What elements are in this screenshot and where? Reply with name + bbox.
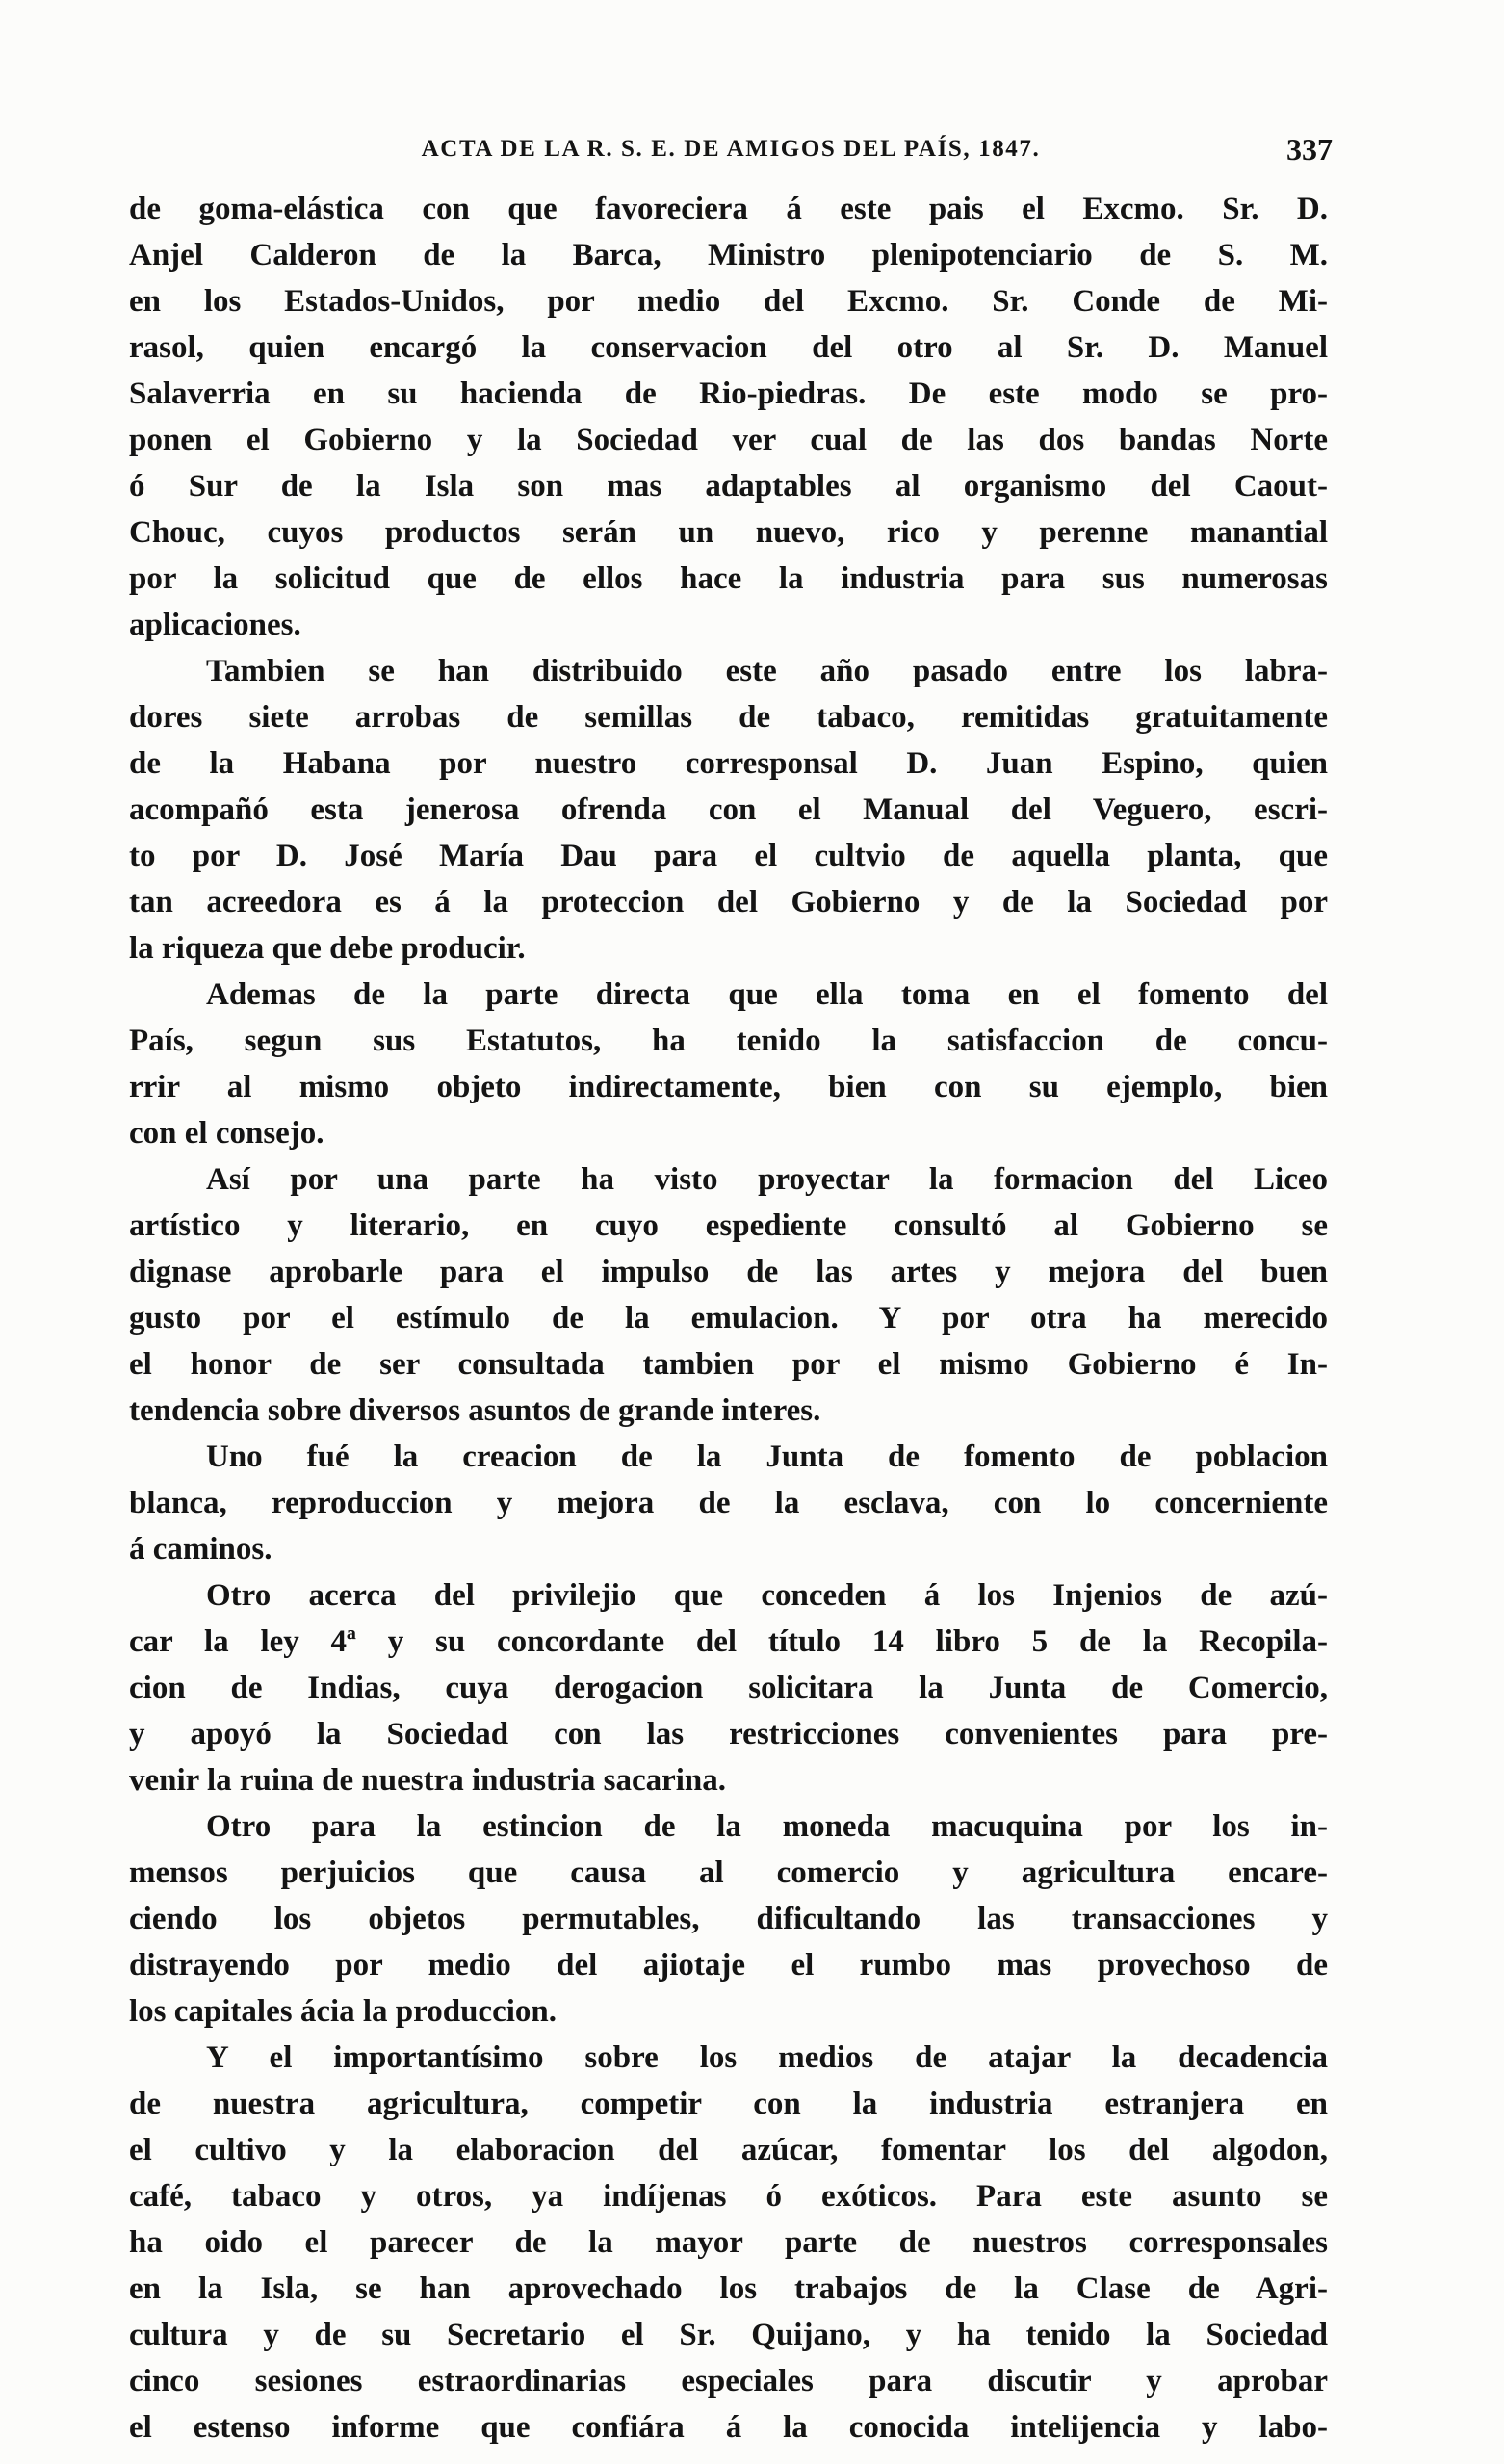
text-line: rrir al mismo objeto indirectamente, bien con su ejemplo, bien (129, 1070, 1328, 1104)
text-line: País, segun sus Estatutos, ha tenido la satisfaccion de concu- (129, 1024, 1328, 1058)
text-line: gusto por el estímulo de la emulacion. Y por otra ha merecido (129, 1301, 1328, 1336)
running-title: ACTA DE LA R. S. E. DE AMIGOS DEL PAÍS, 1847. (421, 136, 1041, 162)
text-line: Otro para la estincion de la moneda macuquina por los in- (206, 1809, 1328, 1844)
paragraph (129, 1572, 1328, 1803)
running-header (129, 128, 1333, 170)
paragraph (129, 2035, 1328, 2451)
text-line: y apoyó la Sociedad con las restricciones convenientes para pre- (129, 1717, 1328, 1751)
text-line: acompañó esta jenerosa ofrenda con el Manual del Veguero, escri- (129, 792, 1328, 827)
text-line: con el consejo. (129, 1116, 324, 1151)
text-line: Así por una parte ha visto proyectar la formacion del Liceo (206, 1162, 1328, 1197)
paragraph (129, 972, 1328, 1156)
text-line: el estenso informe que confiára á la conocida intelijencia y labo- (129, 2410, 1328, 2445)
text-line: el cultivo y la elaboracion del azúcar, fomentar los del algodon, (129, 2133, 1328, 2167)
text-line: á caminos. (129, 1532, 272, 1567)
text-line: car la ley 4ª y su concordante del título 14 libro 5 de la Recopila- (129, 1624, 1328, 1659)
text-line: Uno fué la creacion de la Junta de fomento de poblacion (206, 1439, 1328, 1474)
text-line: de goma-elástica con que favoreciera á este pais el Excmo. Sr. D. (129, 192, 1328, 226)
text-line: blanca, reproduccion y mejora de la esclava, con lo concerniente (129, 1486, 1328, 1520)
paragraph (129, 1434, 1328, 1572)
paragraph (129, 1803, 1328, 2035)
text-line: rasol, quien encargó la conservacion del otro al Sr. D. Manuel (129, 330, 1328, 365)
text-line: los capitales ácia la produccion. (129, 1994, 557, 2029)
text-line: venir la ruina de nuestra industria sacarina. (129, 1763, 727, 1798)
text-line: Y el importantísimo sobre los medios de atajar la decadencia (206, 2040, 1328, 2075)
text-line: cultura y de su Secretario el Sr. Quijano, y ha tenido la Sociedad (129, 2318, 1328, 2352)
paragraph (129, 1156, 1328, 1434)
text-line: distrayendo por medio del ajiotaje el rumbo mas provechoso de (129, 1948, 1328, 1983)
text-line: tendencia sobre diversos asuntos de grande interes. (129, 1393, 821, 1428)
page-number: 337 (1286, 132, 1333, 167)
text-line: ó Sur de la Isla son mas adaptables al organismo del Caout- (129, 469, 1328, 504)
text-line: café, tabaco y otros, ya indíjenas ó exóticos. Para este asunto se (129, 2179, 1328, 2214)
text-line: tan acreedora es á la proteccion del Gobierno y de la Sociedad por (129, 885, 1328, 920)
text-line: artístico y literario, en cuyo espediente consultó al Gobierno se (129, 1208, 1328, 1243)
text-line: el honor de ser consultada tambien por el mismo Gobierno é In- (129, 1347, 1328, 1382)
text-line: Tambien se han distribuido este año pasado entre los labra- (206, 654, 1328, 688)
text-line: ha oido el parecer de la mayor parte de nuestros corresponsales (129, 2225, 1328, 2260)
text-line: de la Habana por nuestro corresponsal D. Juan Espino, quien (129, 746, 1328, 781)
text-line: la riqueza que debe producir. (129, 931, 526, 966)
text-line: dignase aprobarle para el impulso de las artes y mejora del buen (129, 1255, 1328, 1289)
text-line: Anjel Calderon de la Barca, Ministro plenipotenciario de S. M. (129, 238, 1328, 272)
text-line: to por D. José María Dau para el cultvio de aquella planta, que (129, 839, 1328, 873)
text-line: mensos perjuicios que causa al comercio y agricultura encare- (129, 1855, 1328, 1890)
text-line: Chouc, cuyos productos serán un nuevo, rico y perenne manantial (129, 515, 1328, 550)
text-line: cion de Indias, cuya derogacion solicitara la Junta de Comercio, (129, 1671, 1328, 1705)
text-line: dores siete arrobas de semillas de tabaco, remitidas gratuitamente (129, 700, 1328, 735)
text-line: Ademas de la parte directa que ella toma en el fomento del (206, 977, 1328, 1012)
paragraph (129, 648, 1328, 972)
text-line: ciendo los objetos permutables, dificultando las transacciones y (129, 1902, 1328, 1936)
text-line: cinco sesiones estraordinarias especiales para discutir y aprobar (129, 2364, 1328, 2399)
paragraph (129, 186, 1328, 648)
text-line: aplicaciones. (129, 608, 301, 642)
text-line: en los Estados-Unidos, por medio del Excmo. Sr. Conde de Mi- (129, 284, 1328, 319)
text-line: por la solicitud que de ellos hace la industria para sus numerosas (129, 561, 1328, 596)
text-line: Otro acerca del privilejio que conceden á los Injenios de azú- (206, 1578, 1328, 1613)
text-line: en la Isla, se han aprovechado los trabajos de la Clase de Agri- (129, 2271, 1328, 2306)
text-line: ponen el Gobierno y la Sociedad ver cual de las dos bandas Norte (129, 423, 1328, 457)
text-line: de nuestra agricultura, competir con la industria estranjera en (129, 2087, 1328, 2121)
text-line: Salaverria en su hacienda de Rio-piedras. De este modo se pro- (129, 376, 1328, 411)
body-text (129, 186, 1328, 2451)
